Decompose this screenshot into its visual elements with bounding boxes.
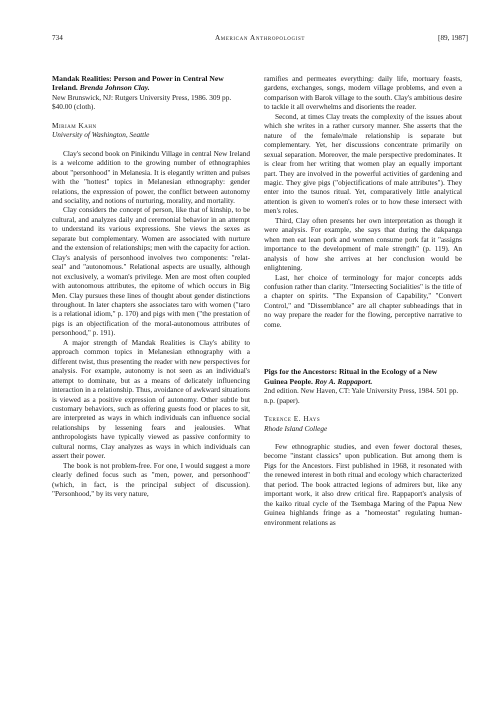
review-separator [264,329,462,367]
running-head [52,34,468,46]
review1-continued-paragraph: Third, Clay often presents her own interpretation as though it were analysis. For example, she says that during the dakpanga when men eat lean pork and women consume pork fat it "assigns importance to the development of male strength" (p. 119). An analysis of how she arrives at her conclusion would be enlightening. [264,215,462,273]
review1-reviewer-name: Miriam Kahn [52,120,97,130]
review2-reviewer-affiliation: Rhode Island College [264,423,328,433]
review1-publication-info: New Brunswick, NJ: Rutgers University Press, 1986. 309 pp. $40.00 (cloth). [52,92,232,112]
left-column [52,74,250,498]
page-number: 734 [52,34,63,42]
review1-paragraph: A major strength of Mandak Realities is Clay's ability to approach common topics in Melanesian ethnography with a different twist, thus presenting the reader with new perspectives for analysis. For example, autonomy is not seen as an individual's attempt to dominate, but as a means of delicately influencing interaction in a relationship. Thus, avoidance of awkward situations is viewed as a positive expression of autonomy. Other subtle but customary behaviors, such as offering guests food or places to sit, are interpreted as ways in which individuals can influence social relationships by lessening fears and jealousies. What anthropologists have typically viewed as passive conformity to cultural norms, Clay analyzes as ways in which individuals can assert their power. [52,337,250,461]
volume-year: [89, 1987] [438,34,468,42]
review1-continued-paragraph: Second, at times Clay treats the complexity of the issues about which she writes in a rather cursory manner. She asserts that the nature of the female/male relationship is separate but complementary. Yet, her discussions concentrate primarily on sexual separation. Moreover, the male perspective predominates. It is clear from her writing that women play an equally important part. They are involved in the powerful activities of gardening and magic. They give pigs ("objectifications of male attributes"). They enter into the tsunos ritual. Yet, comparatively little analytical attention is given to women's roles or to how these intersect with men's roles. [264,111,462,216]
review2-reviewer-name: Terence E. Hays [264,414,321,424]
review2-paragraph: Few ethnographic studies, and even fewer doctoral theses, become "instant classics" upon publication. But among them is Pigs for the Ancestors. First published in 1968, it resonated with the renewed interest in both ritual and ecology which characterized that period. The book attracted legions of admirers but, like any important work, it also drew critical fire. Rappaport's analysis of the kaiko ritual cycle of the Tsembaga Maring of the Papua New Guinea highlands fringe as a "homeostat" regulating human-environment relations as [264,441,462,527]
review1-continued-paragraph: ramifies and permeates everything: daily life, mortuary feasts, gardens, exchanges, songs, modern village problems, and even a comparison with Barok village to the south. Clay's ambitious desire to tackle it all overwhelms and disorients the reader. [264,74,462,112]
review1-paragraph: Clay's second book on Pinikindu Village in central New Ireland is a welcome addition to the growing number of ethnographies about "personhood" in Melanesia. It is elegantly written and pulses with the "hottest" topics in Melanesian ethnography: gender relations, the expression of power, the conflict between autonomy and sociality, and notions of nurturing, morality, and mortality. [52,148,250,205]
review1-paragraph: Clay considers the concept of person, like that of kinship, to be cultural, and analyzes daily and ceremonial behavior in an attempt to understand its various expressions. She views the sexes as separate but complementary. Women are associated with nurture and the extension of relationships; men with the capacity for action. Clay's analysis of personhood involves two components: "relat-seal" and "autonomous." Relational aspects are usually, although not exclusively, a woman's privilege. Men are most often coupled with autonomous attributes, the epitome of which occurs in Big Men. Clay pursues these lines of thought about gender distinctions throughout. In later chapters she associates taro with women ("taro is a relational idiom," p. 170) and pigs with men ("the prestation of pigs is an objectification of the moral-autonomous attributes of personhood," p. 191). [52,205,250,338]
journal-title: American Anthropologist [214,34,306,42]
review1-reviewer-affiliation: University of Washington, Seattle [52,130,150,140]
review2-book-title: Pigs for the Ancestors: Ritual in the Ecology of a New Guinea People. [264,367,438,386]
review1-book-heading [52,74,250,93]
review1-book-title: Mandak Realities: Person and Power in Central New Ireland. [52,74,224,93]
review1-continued-paragraph: Last, her choice of terminology for major concepts adds confusion rather than clarity. "Intersecting Socialities" is the title of a chapter on spirits. "The Expansion of Capability," "Convert Control," and "Dissemblance" are all chapter subheadings that in no way prepare the reader for the flowing, perceptive narrative to come. [264,272,462,329]
review1-paragraph: The book is not problem-free. For one, I would suggest a more clearly defined focus such as "men, power, and personhood" (which, in fact, is the principal subject of discussion). "Personhood," by its very nature, [52,460,250,499]
review2-book-author: Roy A. Rappaport. [314,376,373,386]
review2-book-heading [264,367,462,386]
review1-book-author: Brenda Johnson Clay. [79,83,150,93]
right-column [264,74,462,527]
review2-publication-info: 2nd edition. New Haven, CT: Yale University Press, 1984. 501 pp. n.p. (paper). [264,386,459,405]
